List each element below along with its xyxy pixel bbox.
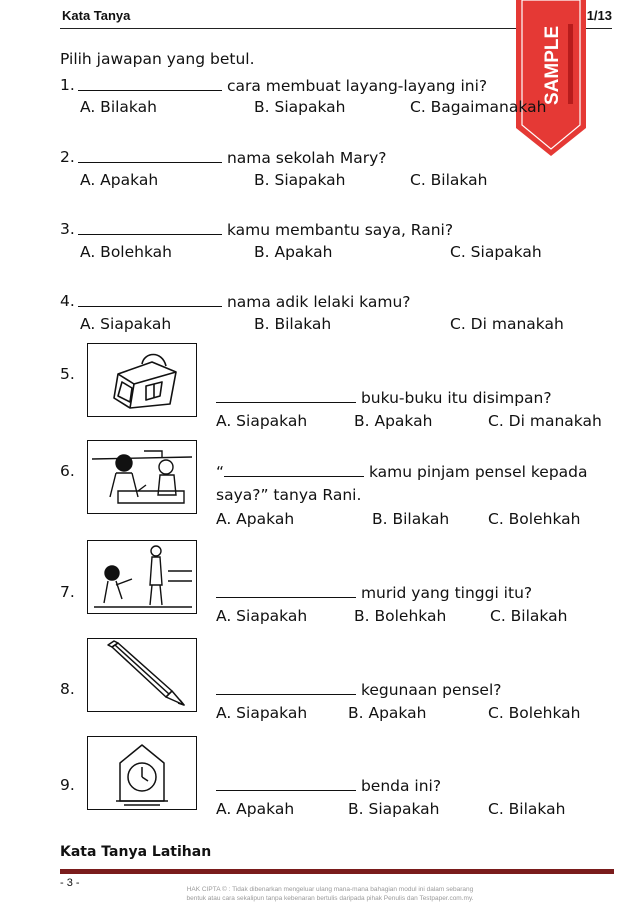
q2-option-c[interactable]: C. Bilakah [410, 171, 488, 189]
q7-picture-tall-pupil [87, 540, 197, 614]
answer-blank[interactable] [216, 583, 356, 598]
q9-option-b[interactable]: B. Siapakah [348, 800, 440, 818]
q1-number: 1. [60, 76, 75, 94]
answer-blank[interactable] [216, 680, 356, 695]
q6-open-quote: “ [216, 463, 225, 481]
answer-blank[interactable] [216, 776, 356, 791]
footer-divider [60, 869, 614, 874]
q2-number: 2. [60, 148, 75, 166]
q6-text: kamu pinjam pensel kepada [368, 463, 588, 481]
answer-blank[interactable] [78, 76, 222, 91]
q3-stem [78, 220, 453, 239]
q8-text: kegunaan pensel? [360, 681, 502, 699]
answer-blank[interactable] [78, 148, 222, 163]
q3-text: kamu membantu saya, Rani? [226, 221, 454, 239]
q5-option-a[interactable]: A. Siapakah [216, 412, 308, 430]
q8-number: 8. [60, 680, 75, 698]
header-title: Kata Tanya [62, 8, 131, 23]
clock-icon [88, 737, 196, 809]
footer-title: Kata Tanya Latihan [60, 844, 212, 860]
sample-stamp [516, 0, 586, 158]
q1-stem [78, 76, 487, 95]
q1-option-c[interactable]: C. Bagaimanakah [410, 98, 547, 116]
q3-number: 3. [60, 220, 75, 238]
q6-number: 6. [60, 462, 75, 480]
q5-stem [216, 388, 552, 407]
q1-text: cara membuat layang-layang ini? [226, 77, 488, 95]
q4-option-a[interactable]: A. Siapakah [80, 315, 172, 333]
copyright-line-2: bentuk atau cara sekalipun tanpa kebenaran bertulis daripada pihak Penulis dan Testpaper.com.my. [186, 895, 474, 902]
q6-option-b[interactable]: B. Bilakah [372, 510, 450, 528]
answer-blank[interactable] [224, 462, 364, 477]
q5-option-b[interactable]: B. Apakah [354, 412, 433, 430]
q9-number: 9. [60, 776, 75, 794]
answer-blank[interactable] [216, 388, 356, 403]
stamp-text: SAMPLE [542, 25, 563, 105]
q2-option-b[interactable]: B. Siapakah [254, 171, 346, 189]
q9-picture-clock [87, 736, 197, 810]
q2-text: nama sekolah Mary? [226, 149, 387, 167]
q5-option-c[interactable]: C. Di manakah [488, 412, 602, 430]
q6-stem [216, 462, 588, 481]
q4-text: nama adik lelaki kamu? [226, 293, 411, 311]
q1-option-a[interactable]: A. Bilakah [80, 98, 157, 116]
q7-option-c[interactable]: C. Bilakah [490, 607, 568, 625]
children-desk-icon [88, 441, 196, 513]
q2-stem [78, 148, 387, 167]
copyright-line-1: HAK CIPTA © : Tidak dibenarkan mengeluar ulang mana-mana bahagian modul ini dalam sebarang [186, 886, 474, 893]
answer-blank[interactable] [78, 220, 222, 235]
q7-option-a[interactable]: A. Siapakah [216, 607, 308, 625]
q6-option-a[interactable]: A. Apakah [216, 510, 295, 528]
q4-option-b[interactable]: B. Bilakah [254, 315, 332, 333]
q7-stem [216, 583, 532, 602]
q6-option-c[interactable]: C. Bolehkah [488, 510, 581, 528]
q5-picture-school-bag [87, 343, 197, 417]
q5-text: buku-buku itu disimpan? [360, 389, 552, 407]
q5-number: 5. [60, 365, 75, 383]
header-page: 1/13 [586, 8, 612, 23]
q8-option-c[interactable]: C. Bolehkah [488, 704, 581, 722]
q4-number: 4. [60, 292, 75, 310]
q6-picture-children-at-desk [87, 440, 197, 514]
q4-stem [78, 292, 411, 311]
q6-text-line2: saya?” tanya Rani. [216, 486, 362, 504]
q9-option-c[interactable]: C. Bilakah [488, 800, 566, 818]
q7-number: 7. [60, 583, 75, 601]
q2-option-a[interactable]: A. Apakah [80, 171, 159, 189]
answer-blank[interactable] [78, 292, 222, 307]
q1-option-b[interactable]: B. Siapakah [254, 98, 346, 116]
q8-picture-pencil [87, 638, 197, 712]
pencil-icon [88, 639, 196, 711]
q3-option-c[interactable]: C. Siapakah [450, 243, 542, 261]
q3-option-b[interactable]: B. Apakah [254, 243, 333, 261]
tall-pupil-icon [88, 541, 196, 613]
q9-stem [216, 776, 441, 795]
q4-option-c[interactable]: C. Di manakah [450, 315, 564, 333]
q7-text: murid yang tinggi itu? [360, 584, 533, 602]
q9-option-a[interactable]: A. Apakah [216, 800, 295, 818]
q7-option-b[interactable]: B. Bolehkah [354, 607, 447, 625]
instruction: Pilih jawapan yang betul. [60, 50, 255, 68]
page-number: - 3 - [60, 877, 80, 889]
q8-stem [216, 680, 501, 699]
q9-text: benda ini? [360, 777, 442, 795]
copyright-notice [150, 885, 510, 903]
q8-option-b[interactable]: B. Apakah [348, 704, 427, 722]
school-bag-icon [88, 344, 196, 416]
q3-option-a[interactable]: A. Bolehkah [80, 243, 172, 261]
q8-option-a[interactable]: A. Siapakah [216, 704, 308, 722]
